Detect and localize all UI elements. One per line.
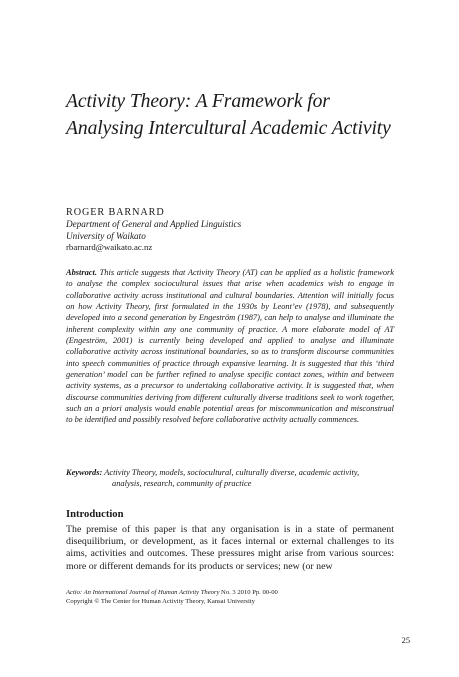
author-block xyxy=(66,206,406,254)
journal-issue: No. 3 2010 Pp. 00-00 xyxy=(219,589,278,596)
abstract xyxy=(66,267,394,426)
abstract-label: Abstract. xyxy=(66,268,97,277)
keywords xyxy=(66,467,394,490)
title-line-1: Activity Theory: A Framework for xyxy=(66,91,330,112)
author-university: University of Waikato xyxy=(66,230,146,241)
author-department: Department of General and Applied Linguistics xyxy=(66,219,242,229)
keywords-line-2: analysis, research, community of practice xyxy=(112,479,252,489)
keywords-label: Keywords: xyxy=(66,468,103,477)
page-number: 25 xyxy=(401,636,410,645)
page-footer xyxy=(66,588,396,607)
title-line-2: Analysing Intercultural Academic Activity xyxy=(66,118,391,139)
abstract-text: This article suggests that Activity Theory (AT) can be applied as a holistic framework to analyse the complex sociocultural issues that arise when academics wish to engage in collaborative activity across institutional and cultural boundaries. Attention will initially focus on how Activity Theory, first formulated in the 1930s by Leont’ev (1978), and subsequently developed into a second generation by Engeström (1987), can help to analyse and illuminate the inherent complexity within any one community of practice. A more elaborate model of AT (Engeström, 2001) is currently being developed and applied to analyse and illuminate collaborative activity across institutional boundaries, so as to transform discourse communities into speech communities of practice through expansive learning. It is suggested that this ‘third generation’ model can be further refined to analyse specific contact zones, within and between activity systems, as a precursor to undertaking collaborative activity. It is suggested that, when discourse communities deriving from different culturally diverse traditions seek to work together, such an a priori analysis would enable potential areas for miscommunication and misconstrual to be identified and possibly resolved before collaborative activity actually commences. xyxy=(66,268,394,425)
introduction-heading: Introduction xyxy=(66,509,124,520)
article-title xyxy=(66,88,426,142)
copyright-notice: Copyright © The Center for Human Activity Theory, Kansai University xyxy=(66,598,255,606)
author-email: rbarnard@waikato.ac.nz xyxy=(66,242,153,253)
journal-title: Actio: An International Journal of Human Activity Theory xyxy=(66,589,220,596)
introduction-text: The premise of this paper is that any organisation is in a state of permanent disequilibrium, or development, as it faces internal or external challenges to its aims, activities and outcomes. These pressures might arise from various sources: more or different demands for its products or services; new (or new xyxy=(66,524,394,572)
keywords-line-1: Activity Theory, models, sociocultural, culturally diverse, academic activity, xyxy=(104,468,360,477)
author-name: ROGER BARNARD xyxy=(66,207,165,218)
